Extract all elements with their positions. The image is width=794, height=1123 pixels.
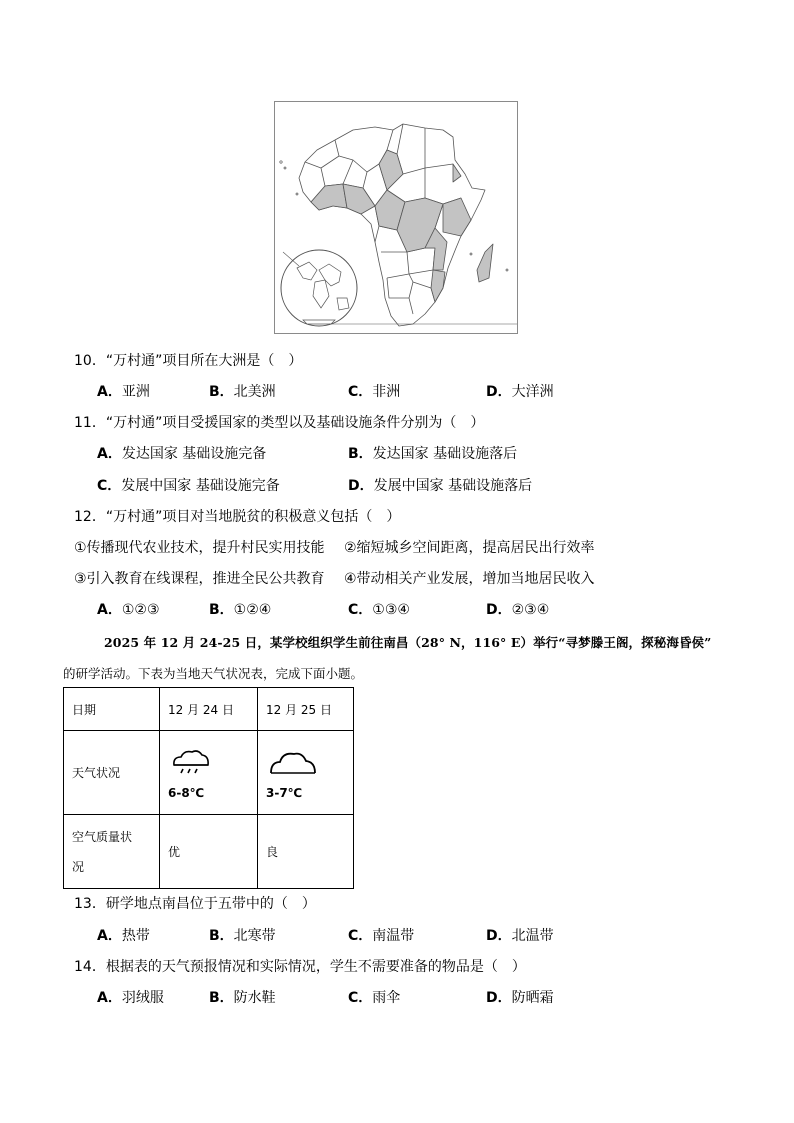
header-air-quality: 空气质量状 况 — [64, 815, 160, 889]
q11-option-d[interactable]: D．发展中国家 基础设施落后 — [348, 478, 533, 494]
q12-option-c[interactable]: C．①③④ — [348, 602, 410, 618]
q12-option-a[interactable]: A．①②③ — [97, 602, 160, 618]
q12-stem: 12．“万村通”项目对当地脱贫的积极意义包括（ ） — [74, 509, 401, 525]
q12-item-4: ④带动相关产业发展，增加当地居民收入 — [344, 571, 595, 587]
q14-option-c[interactable]: C．雨伞 — [348, 990, 401, 1006]
day2-temperature: 3-7℃ — [266, 785, 303, 800]
q10-option-b[interactable]: B．北美洲 — [209, 384, 276, 400]
q12-item-1: ①传播现代农业技术，提升村民实用技能 — [74, 540, 325, 556]
africa-map-icon — [275, 102, 517, 333]
day1-temperature: 6-8℃ — [168, 785, 205, 800]
q10-option-d[interactable]: D．大洋洲 — [486, 384, 554, 400]
rain-cloud-icon — [171, 748, 211, 778]
highlight-madagascar — [477, 244, 493, 282]
q11-option-a[interactable]: A．发达国家 基础设施完备 — [97, 446, 267, 462]
header-weather: 天气状况 — [64, 731, 160, 815]
q10-option-c[interactable]: C．非洲 — [348, 384, 401, 400]
q13-option-a[interactable]: A．热带 — [97, 928, 150, 944]
q13-option-d[interactable]: D．北温带 — [486, 928, 554, 944]
q12-item-3: ③引入教育在线课程，推进全民公共教育 — [74, 571, 325, 587]
q12-option-b[interactable]: B．①②④ — [209, 602, 272, 618]
q12-option-d[interactable]: D．②③④ — [486, 602, 550, 618]
q11-stem: 11．“万村通”项目受援国家的类型以及基础设施条件分别为（ ） — [74, 415, 485, 431]
day2-date: 12 月 25 日 — [258, 688, 354, 731]
q14-option-d[interactable]: D．防晒霜 — [486, 990, 554, 1006]
passage-line-1: 2025 年 12 月 24-25 日，某学校组织学生前往南昌（28° N，116° E）举行“寻梦滕王阁，探秘海昏侯” — [104, 635, 712, 650]
q10-option-a[interactable]: A．亚洲 — [97, 384, 150, 400]
q13-option-c[interactable]: C．南温带 — [348, 928, 415, 944]
q13-option-b[interactable]: B．北寒带 — [209, 928, 276, 944]
day1-air-quality: 优 — [160, 815, 258, 889]
weather-table — [63, 687, 354, 889]
day2-weather — [258, 731, 354, 815]
cloud-icon — [269, 748, 317, 778]
africa-map-figure — [274, 101, 518, 334]
q11-option-c[interactable]: C．发展中国家 基础设施完备 — [97, 478, 280, 494]
q14-option-b[interactable]: B．防水鞋 — [209, 990, 276, 1006]
q13-stem: 13．研学地点南昌位于五带中的（ ） — [74, 896, 316, 912]
q14-option-a[interactable]: A．羽绒服 — [97, 990, 164, 1006]
q11-option-b[interactable]: B．发达国家 基础设施落后 — [348, 446, 518, 462]
q14-stem: 14．根据表的天气预报情况和实际情况，学生不需要准备的物品是（ ） — [74, 959, 526, 975]
day1-date: 12 月 24 日 — [160, 688, 258, 731]
q12-item-2: ②缩短城乡空间距离，提高居民出行效率 — [344, 540, 595, 556]
q10-stem: 10．“万村通”项目所在大洲是（ ） — [74, 353, 303, 369]
day2-air-quality: 良 — [258, 815, 354, 889]
header-date: 日期 — [64, 688, 160, 731]
passage-line-2: 的研学活动。下表为当地天气状况表，完成下面小题。 — [63, 666, 364, 681]
day1-weather — [160, 731, 258, 815]
